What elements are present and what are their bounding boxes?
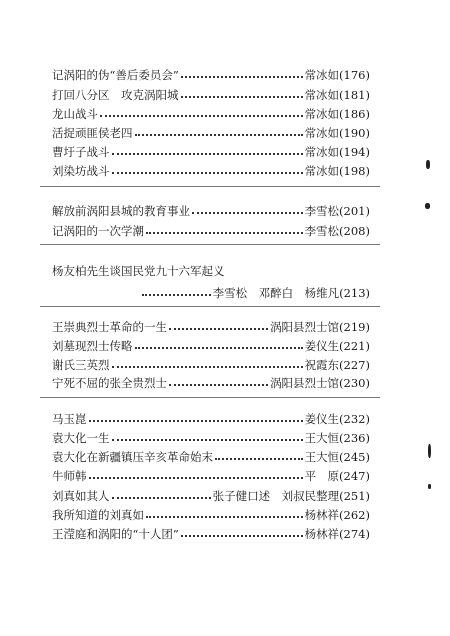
scan-mark xyxy=(428,444,431,458)
toc-entry[interactable] xyxy=(52,410,370,428)
toc-entry[interactable] xyxy=(52,525,370,543)
toc-entry[interactable] xyxy=(52,105,370,123)
entry-author-page: 常冰如(176) xyxy=(304,68,370,82)
toc-entry[interactable] xyxy=(52,262,370,280)
section-divider xyxy=(40,397,380,398)
toc-entry[interactable] xyxy=(52,337,370,355)
toc-entry[interactable] xyxy=(52,487,370,505)
entry-author-page: 姜仪生(221) xyxy=(304,339,370,353)
entry-title: 王崇典烈士革命的一生 xyxy=(52,320,167,334)
toc-entry[interactable] xyxy=(52,143,370,161)
scan-mark xyxy=(426,160,430,169)
leader-dots xyxy=(146,222,303,234)
leader-dots xyxy=(135,337,303,349)
entry-author-page: 王大恒(245) xyxy=(304,450,370,464)
leader-dots xyxy=(169,318,268,330)
leader-dots xyxy=(112,162,303,174)
entry-title: 杨友柏先生谈国民党九十六军起义 xyxy=(52,264,225,278)
entry-author-page: 李雪松(208) xyxy=(304,224,370,238)
entry-title: 宁死不屈的张全贵烈士 xyxy=(52,376,167,390)
toc-entry[interactable] xyxy=(52,467,370,485)
entry-title: 记涡阳的一次学潮 xyxy=(52,224,144,238)
entry-title: 刘真如其人 xyxy=(52,489,110,503)
leader-dots xyxy=(112,356,303,368)
entry-title: 刘染坊战斗 xyxy=(52,164,110,178)
leader-dots xyxy=(112,429,303,441)
section-divider xyxy=(40,186,380,187)
leader-dots xyxy=(89,410,303,422)
toc-entry[interactable] xyxy=(52,374,370,392)
leader-dots xyxy=(142,284,211,296)
leader-dots xyxy=(181,66,303,78)
entry-title: 马玉崑 xyxy=(52,412,87,426)
leader-dots xyxy=(112,143,303,155)
toc-entry[interactable] xyxy=(52,284,370,302)
entry-title: 王滢庭和涡阳的“十人团” xyxy=(52,527,179,541)
leader-dots xyxy=(89,467,303,479)
entry-author-page: 涡阳县烈士馆(230) xyxy=(270,376,370,390)
entry-title: 袁大化在新疆镇压辛亥革命始末 xyxy=(52,450,213,464)
entry-author-page: 平 原(247) xyxy=(304,469,370,483)
entry-title: 龙山战斗 xyxy=(52,107,98,121)
section-divider xyxy=(40,306,380,307)
toc-entry[interactable] xyxy=(52,506,370,524)
entry-author-page: 张子健口述 刘叔民整理(251) xyxy=(212,489,370,503)
leader-dots xyxy=(215,448,303,460)
entry-author-page: 涡阳县烈士馆(219) xyxy=(270,320,370,334)
leader-dots xyxy=(135,124,303,136)
entry-title: 刘墓现烈士传略 xyxy=(52,339,133,353)
leader-dots xyxy=(112,487,211,499)
entry-author-page: 姜仪生(232) xyxy=(304,412,370,426)
leader-dots xyxy=(169,374,268,386)
leader-dots xyxy=(100,105,303,117)
toc-entry[interactable] xyxy=(52,162,370,180)
entry-author-page: 祝霞东(227) xyxy=(304,358,370,372)
entry-title: 解放前涡阳县城的教育事业 xyxy=(52,204,190,218)
entry-title: 打回八分区 攻克涡阳城 xyxy=(52,88,179,102)
leader-dots xyxy=(181,525,303,537)
entry-title: 袁大化一生 xyxy=(52,431,110,445)
leader-dots xyxy=(181,86,303,98)
entry-author-page: 常冰如(194) xyxy=(304,145,370,159)
toc-entry[interactable] xyxy=(52,124,370,142)
leader-dots xyxy=(146,506,303,518)
entry-title: 活捉顽匪侯老四 xyxy=(52,126,133,140)
entry-author-page: 王大恒(236) xyxy=(304,431,370,445)
entry-title: 记涡阳的伪“善后委员会” xyxy=(52,68,179,82)
entry-author-page: 常冰如(190) xyxy=(304,126,370,140)
entry-author-page: 常冰如(186) xyxy=(304,107,370,121)
toc-entry[interactable] xyxy=(52,448,370,466)
toc-entry[interactable] xyxy=(52,429,370,447)
entry-title: 牛师韩 xyxy=(52,469,87,483)
toc-entry[interactable] xyxy=(52,222,370,240)
toc-entry[interactable] xyxy=(52,356,370,374)
entry-title: 谢氏三英烈 xyxy=(52,358,110,372)
entry-author-page: 杨林祥(262) xyxy=(304,508,370,522)
entry-author-page: 常冰如(198) xyxy=(304,164,370,178)
entry-author-page: 常冰如(181) xyxy=(304,88,370,102)
toc-entry[interactable] xyxy=(52,318,370,336)
entry-author-page: 李雪松 邓醉白 杨维凡(213) xyxy=(212,286,370,300)
leader-dots xyxy=(192,202,303,214)
scan-mark xyxy=(425,203,430,209)
scan-mark xyxy=(428,484,431,489)
toc-entry[interactable] xyxy=(52,86,370,104)
entry-author-page: 李雪松(201) xyxy=(304,204,370,218)
entry-title: 我所知道的刘真如 xyxy=(52,508,144,522)
section-divider xyxy=(40,244,380,245)
entry-author-page: 杨林祥(274) xyxy=(304,527,370,541)
toc-entry[interactable] xyxy=(52,66,370,84)
entry-title: 曹圩子战斗 xyxy=(52,145,110,159)
toc-entry[interactable] xyxy=(52,202,370,220)
